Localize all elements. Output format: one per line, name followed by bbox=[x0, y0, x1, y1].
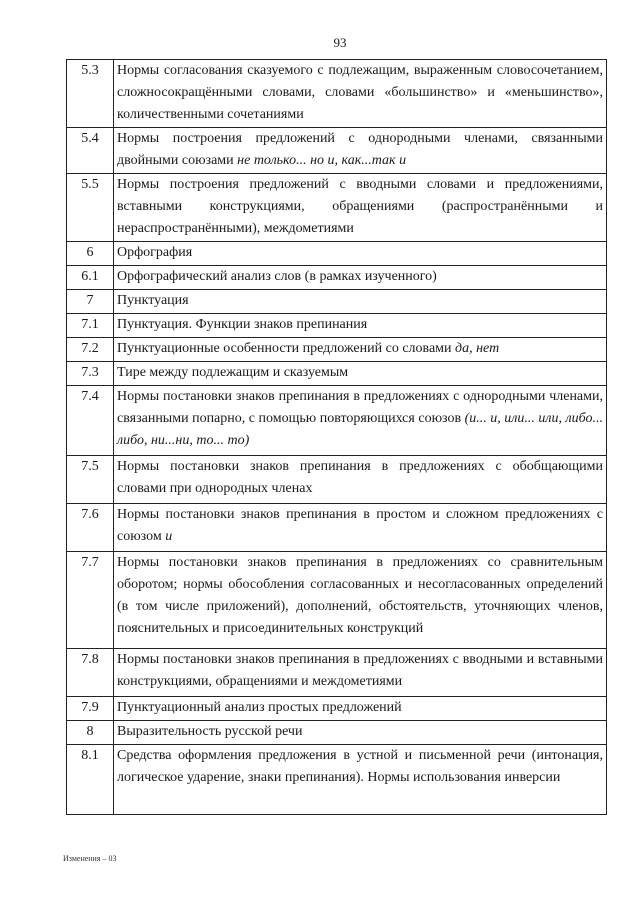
section-text bbox=[114, 745, 607, 815]
text-segment: Нормы постановки знаков препинания в предложениях с вводными и вставными конструкциями, обращениями и междометиями bbox=[117, 652, 603, 689]
table-row bbox=[67, 290, 607, 314]
section-number: 6 bbox=[67, 242, 114, 266]
section-number: 7.5 bbox=[67, 456, 114, 504]
italic-example-text: не только... но и, как...так и bbox=[237, 153, 407, 168]
section-number: 7.4 bbox=[67, 386, 114, 456]
section-text bbox=[114, 386, 607, 456]
table-row bbox=[67, 504, 607, 552]
text-segment: Тире между подлежащим и сказуемым bbox=[117, 365, 349, 380]
text-segment: Орфография bbox=[117, 245, 193, 260]
table-row bbox=[67, 338, 607, 362]
footer-revision-note: Изменения – 03 bbox=[63, 854, 117, 863]
text-segment: Пунктуационный анализ простых предложений bbox=[117, 700, 402, 715]
text-segment: Орфографический анализ слов (в рамках изученного) bbox=[117, 269, 437, 284]
section-text bbox=[114, 266, 607, 290]
section-text bbox=[114, 721, 607, 745]
table-row bbox=[67, 552, 607, 649]
table-row bbox=[67, 697, 607, 721]
section-text bbox=[114, 552, 607, 649]
section-text bbox=[114, 60, 607, 128]
section-text bbox=[114, 697, 607, 721]
section-number: 7.9 bbox=[67, 697, 114, 721]
section-text bbox=[114, 649, 607, 697]
section-text bbox=[114, 504, 607, 552]
section-text bbox=[114, 338, 607, 362]
text-segment: Пунктуация bbox=[117, 293, 189, 308]
table-row bbox=[67, 745, 607, 815]
section-text bbox=[114, 456, 607, 504]
text-segment: Средства оформления предложения в устной и письменной речи (интонация, логическое ударение, знаки препинания). Нормы использования инверсии bbox=[117, 748, 603, 785]
section-text bbox=[114, 128, 607, 174]
text-segment: Нормы постановки знаков препинания в предложениях с обобщающими словами при однородных членах bbox=[117, 459, 603, 496]
text-segment: Нормы построения предложений с однородными членами, связанными двойными союзами bbox=[117, 131, 603, 168]
section-text bbox=[114, 174, 607, 242]
table-row bbox=[67, 128, 607, 174]
section-number: 7.8 bbox=[67, 649, 114, 697]
section-number: 7 bbox=[67, 290, 114, 314]
section-number: 5.5 bbox=[67, 174, 114, 242]
text-segment: Пунктуация. Функции знаков препинания bbox=[117, 317, 368, 332]
text-segment: Пунктуационные особенности предложений со словами bbox=[117, 341, 456, 356]
text-segment: Нормы постановки знаков препинания в предложениях со сравнительным оборотом; нормы обособления согласованных и несогласованных определений (в том числе приложений), дополнений, обстоятельств, уточняющих членов, пояснительных и присоединительных конструкций bbox=[117, 555, 603, 636]
curriculum-table bbox=[66, 59, 607, 815]
text-segment: Нормы постановки знаков препинания в предложениях с однородными членами, связанными попарно, с помощью повторяющихся союзов bbox=[117, 389, 603, 426]
section-number: 7.3 bbox=[67, 362, 114, 386]
section-text bbox=[114, 242, 607, 266]
section-number: 5.4 bbox=[67, 128, 114, 174]
section-number: 7.2 bbox=[67, 338, 114, 362]
table-body bbox=[67, 60, 607, 815]
section-number: 8 bbox=[67, 721, 114, 745]
table-row bbox=[67, 174, 607, 242]
page-number: 93 bbox=[333, 35, 347, 50]
table-row bbox=[67, 386, 607, 456]
italic-example-text: да, нет bbox=[455, 341, 500, 356]
table-row bbox=[67, 314, 607, 338]
text-segment: Выразительность русской речи bbox=[117, 724, 303, 739]
section-number: 6.1 bbox=[67, 266, 114, 290]
section-number: 7.6 bbox=[67, 504, 114, 552]
section-number: 5.3 bbox=[67, 60, 114, 128]
section-text bbox=[114, 290, 607, 314]
table-row bbox=[67, 721, 607, 745]
text-segment: Нормы построения предложений с вводными словами и предложениями, вставными конструкциями, обращениями (распространёнными и нераспространёнными), междометиями bbox=[117, 177, 603, 236]
table-row bbox=[67, 456, 607, 504]
section-number: 8.1 bbox=[67, 745, 114, 815]
table-row bbox=[67, 649, 607, 697]
italic-example-text: и bbox=[165, 529, 173, 544]
section-number: 7.7 bbox=[67, 552, 114, 649]
text-segment: Нормы постановки знаков препинания в простом и сложном предложениях с союзом bbox=[117, 507, 603, 544]
text-segment: Нормы согласования сказуемого с подлежащим, выраженным словосочетанием, сложносокращёнными словами, словами «большинство» и «меньшинство», количественными сочетаниями bbox=[117, 63, 603, 122]
section-text bbox=[114, 314, 607, 338]
section-text bbox=[114, 362, 607, 386]
table-row bbox=[67, 266, 607, 290]
table-row bbox=[67, 242, 607, 266]
section-number: 7.1 bbox=[67, 314, 114, 338]
table-row bbox=[67, 60, 607, 128]
italic-example-text: (и... и, или... или, либо... либо, ни...ни, то... то) bbox=[117, 411, 603, 448]
table-row bbox=[67, 362, 607, 386]
